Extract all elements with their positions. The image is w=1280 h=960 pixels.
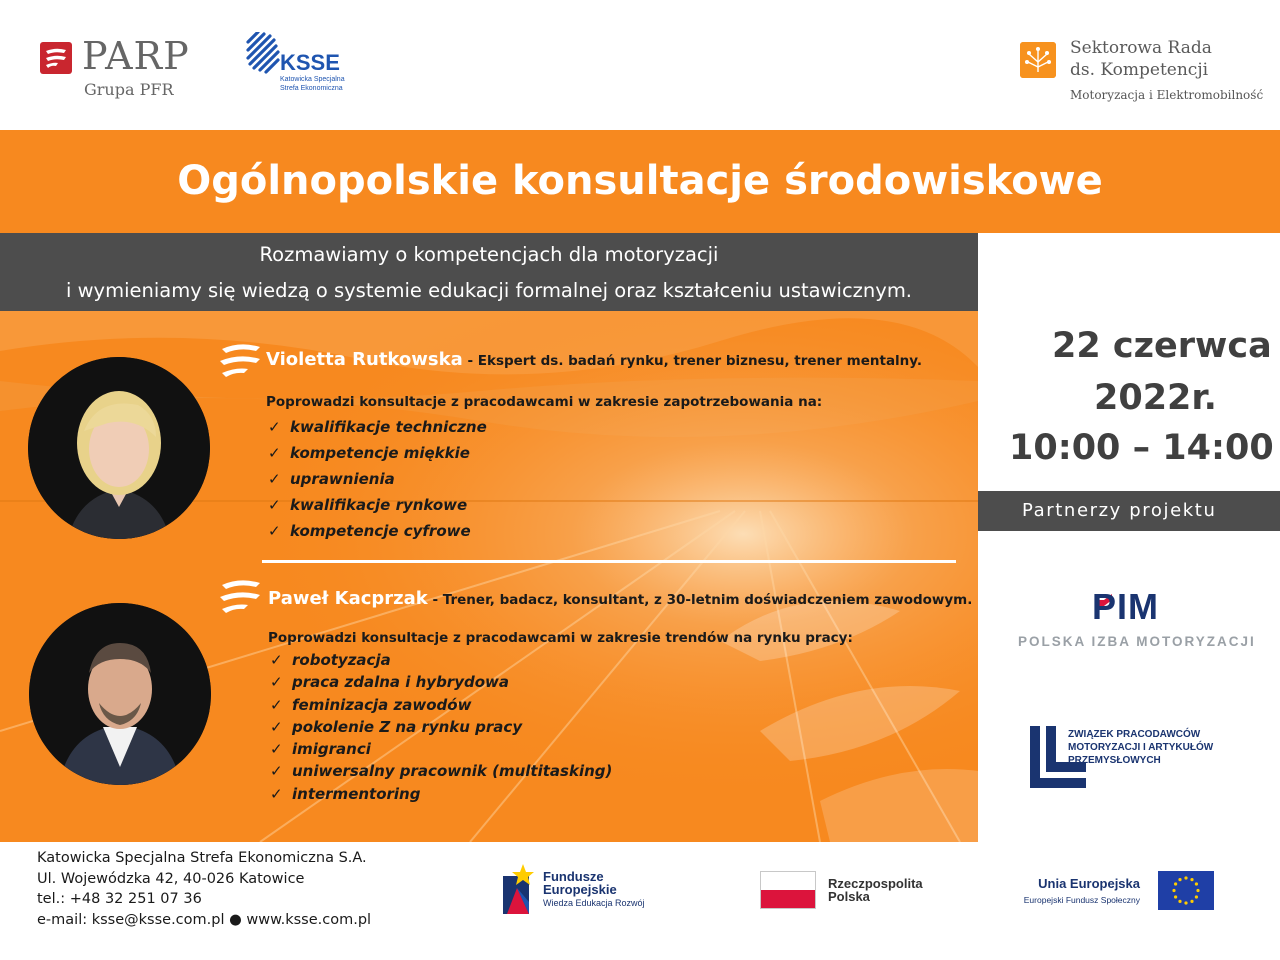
sektorowa-rada-line3: Motoryzacja i Elektromobilność <box>1070 88 1264 102</box>
list-item: ✓ kompetencje cyfrowe <box>266 518 487 544</box>
ue-subtitle: Europejski Fundusz Społeczny <box>1023 895 1140 905</box>
zpmiap-logo <box>1030 726 1260 790</box>
speaker-1-intro: Poprowadzi konsultacje z pracodawcami w zakresie zapotrzebowania na: <box>266 394 823 410</box>
street-address: Ul. Wojewódzka 42, 40-026 Katowice <box>37 870 305 887</box>
pim-logo <box>1018 586 1256 656</box>
speaker-photo-pawel <box>29 603 211 785</box>
email-and-website[interactable]: e-mail: ksse@ksse.com.pl ● www.ksse.com.pl <box>37 912 372 929</box>
speaker-1-header <box>266 349 922 370</box>
check-icon: ✓ <box>268 418 281 436</box>
subtitle-band <box>0 233 978 311</box>
list-item: ✓ intermentoring <box>270 784 421 803</box>
sektorowa-rada-line2: ds. Kompetencji <box>1070 60 1209 80</box>
check-icon: ✓ <box>268 444 281 462</box>
list-item: ✓ imigranci <box>270 740 371 759</box>
eu-flag-icon <box>1158 871 1214 910</box>
check-icon: ✓ <box>270 784 283 803</box>
subtitle-line2: i wymieniamy się wiedzą o systemie edukacji formalnej oraz kształceniu ustawicznym. <box>65 279 913 302</box>
speaker-2-role: - Trener, badacz, konsultant, z 30-letnim doświadczeniem zawodowym. <box>427 592 973 608</box>
list-item: ✓ uniwersalny pracownik (multitasking) <box>270 762 613 781</box>
rp-name: Rzeczpospolita Polska <box>828 876 923 904</box>
list-item: ✓ praca zdalna i hybrydowa <box>270 673 510 692</box>
ksse-subtitle: Katowicka Specjalna Strefa Ekonomiczna <box>280 76 345 92</box>
parp-mark-icon <box>40 42 72 74</box>
list-item: ✓ kwalifikacje rynkowe <box>266 492 487 518</box>
fundusze-europejskie-logo <box>503 862 653 916</box>
speaker-1-topics <box>266 414 487 544</box>
pim-name: PIM <box>1092 586 1160 627</box>
speaker-2-topics <box>268 649 612 805</box>
check-icon: ✓ <box>268 496 281 514</box>
fe-name: Fundusze Europejskie <box>543 869 617 897</box>
speaker-2-name: Paweł Kacprzak <box>268 588 428 609</box>
fe-star-icon <box>503 862 537 914</box>
list-item: ✓ kompetencje miękkie <box>266 440 487 466</box>
title-banner <box>0 130 1280 233</box>
list-item: ✓ robotyzacja <box>270 651 391 669</box>
check-icon: ✓ <box>270 651 283 669</box>
speaker-1-name: Violetta Rutkowska <box>266 349 463 370</box>
sektorowa-rada-line1: Sektorowa Rada <box>1070 38 1212 58</box>
list-item: ✓ feminizacja zawodów <box>270 695 472 714</box>
ksse-name: KSSE <box>280 50 340 75</box>
check-icon: ✓ <box>268 522 281 540</box>
check-icon: ✓ <box>270 762 283 781</box>
speaker-divider <box>262 560 956 563</box>
contact-address <box>37 848 371 931</box>
portrait-woman-icon <box>28 357 210 539</box>
fe-subtitle: Wiedza Edukacja Rozwój <box>543 898 645 908</box>
check-icon: ✓ <box>270 673 283 692</box>
list-item: ✓ kwalifikacje techniczne <box>266 414 487 440</box>
list-item: ✓ uprawnienia <box>266 466 487 492</box>
speaker-photo-violetta <box>28 357 210 539</box>
check-icon: ✓ <box>270 740 283 759</box>
parp-name: PARP <box>82 34 190 78</box>
portrait-man-icon <box>29 603 211 785</box>
list-item: ✓ pokolenie Z na rynku pracy <box>270 717 523 736</box>
company-name: Katowicka Specjalna Strefa Ekonomiczna S.A. <box>37 850 367 866</box>
sektorowa-rada-logo <box>1020 38 1270 108</box>
event-date-line1: 22 czerwca <box>1052 326 1272 366</box>
speaker-2-logo-icon <box>218 577 262 617</box>
check-icon: ✓ <box>270 695 283 714</box>
page-title: Ogólnopolskie konsultacje środowiskowe <box>177 158 1103 204</box>
speaker-1-logo-icon <box>218 341 262 381</box>
event-time: 10:00 – 14:00 <box>1009 428 1274 468</box>
check-icon: ✓ <box>270 717 283 736</box>
ksse-logo <box>246 32 356 112</box>
speaker-2-intro: Poprowadzi konsultacje z pracodawcami w zakresie trendów na rynku pracy: <box>268 630 853 646</box>
parp-logo <box>40 34 210 104</box>
rzeczpospolita-logo <box>760 871 930 911</box>
check-icon: ✓ <box>268 470 281 488</box>
zpmiap-name: ZWIĄZEK PRACODAWCÓW MOTORYZACJI I ARTYKUŁÓW PRZEMYSŁOWYCH <box>1068 729 1214 766</box>
subtitle-line1: Rozmawiamy o kompetencjach dla motoryzacji <box>259 243 719 266</box>
phone-number: tel.: +48 32 251 07 36 <box>37 891 202 908</box>
tree-icon <box>1020 42 1056 78</box>
pim-full-name: POLSKA IZBA MOTORYZACJI <box>1018 634 1256 649</box>
partners-label: Partnerzy projektu <box>1022 500 1217 521</box>
polish-flag-icon <box>760 871 816 909</box>
unia-europejska-logo <box>1023 871 1216 911</box>
ue-name: Unia Europejska <box>1038 876 1140 891</box>
speaker-1-role: - Ekspert ds. badań rynku, trener biznesu, trener mentalny. <box>462 353 922 369</box>
speaker-2-header <box>268 588 972 609</box>
parp-subtitle: Grupa PFR <box>84 80 174 99</box>
ksse-stripes-icon <box>246 32 282 80</box>
event-date-line2: 2022r. <box>1094 378 1217 418</box>
partners-header <box>978 491 1280 531</box>
